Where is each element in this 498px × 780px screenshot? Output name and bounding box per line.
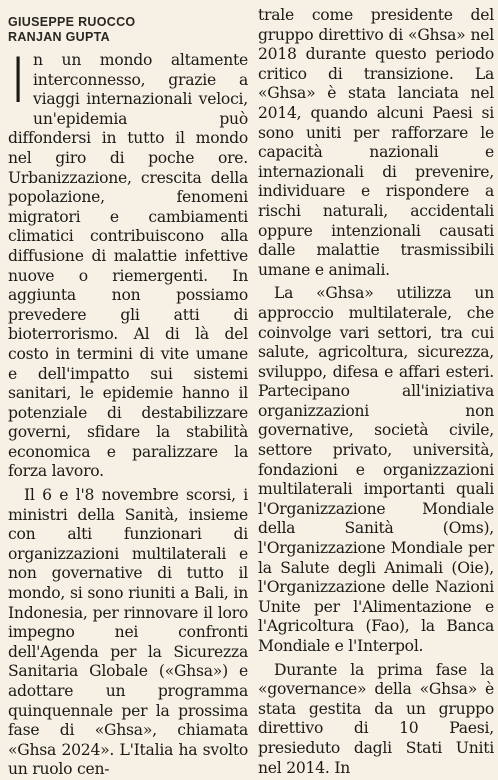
left-column	[8, 0, 248, 780]
article-paragraph-5: Durante la prima fase la «governance» della «Ghsa» è stata gestita da un gruppo direttivo di 10 Paesi, presieduto dagli Stati Uniti nel 2014. In	[258, 660, 494, 777]
article-paragraph-3: trale come presidente del gruppo direttivo di «Ghsa» nel 2018 durante questo periodo critico di transizione. La «Ghsa» è stata lanciata nel 2014, quando alcuni Paesi si sono uniti per rafforzare le capacità nazionali e internazionali di prevenire, individuare e rispondere a rischi naturali, accidentali oppure intenzionali causati dalle malattie trasmissibili umane e animali.	[258, 6, 494, 279]
lead-paragraph-block	[8, 44, 248, 482]
author-1: GIUSEPPE RUOCCO	[8, 15, 136, 29]
right-column	[258, 6, 494, 778]
drop-cap: I	[9, 44, 28, 117]
author-2: RANJAN GUPTA	[8, 29, 110, 44]
article-paragraph-1: n un mondo altamente interconnesso, grazie a viaggi internazionali veloci, un'epidemia può diffondersi in tutto il mondo nel giro di poche ore. Urbanizzazione, crescita della popolazione, fenomeni migratori e cambiamenti climatici contribuiscono alla diffusione di malattie infettive nuove o riemergenti. In aggiunta non possiamo prevedere gli atti di bioterrorismo. Al di là del costo in termini di vite umane e dell'impatto sui sistemi sanitari, le epidemie hanno il potenziale di destabilizzare governi, sfidare la stabilità economica e paralizzare la forza lavoro.	[8, 51, 248, 481]
article-paragraph-2: Il 6 e l'8 novembre scorsi, i ministri della Sanità, insieme con alti funzionari di organizzazioni multilaterali e non governative di tutto il mondo, si sono riuniti a Bali, in Indonesia, per rinnovare il loro impegno nei confronti dell'Agenda per la Sicurezza Sanitaria Globale («Ghsa») e adottare un programma quinquennale per la prossima fase di «Ghsa», chiamata «Ghsa 2024». L'Italia ha svolto un ruolo cen-	[8, 486, 248, 779]
article-paragraph-4: La «Ghsa» utilizza un approccio multilaterale, che coinvolge vari settori, tra cui salute, agricoltura, sicurezza, sviluppo, difesa e affari esteri. Partecipano all'iniziativa organizzazioni non governative, società civile, settore privato, università, fondazioni e organizzazioni multilaterali importanti quali l'Organizzazione Mondiale della Sanità (Oms), l'Organizzazione Mondiale per la Salute degli Animali (Oie), l'Organizzazione delle Nazioni Unite per l'Alimentazione e l'Agricoltura (Fao), la Banca Mondiale e l'Interpol.	[258, 284, 494, 655]
byline	[8, 15, 248, 44]
